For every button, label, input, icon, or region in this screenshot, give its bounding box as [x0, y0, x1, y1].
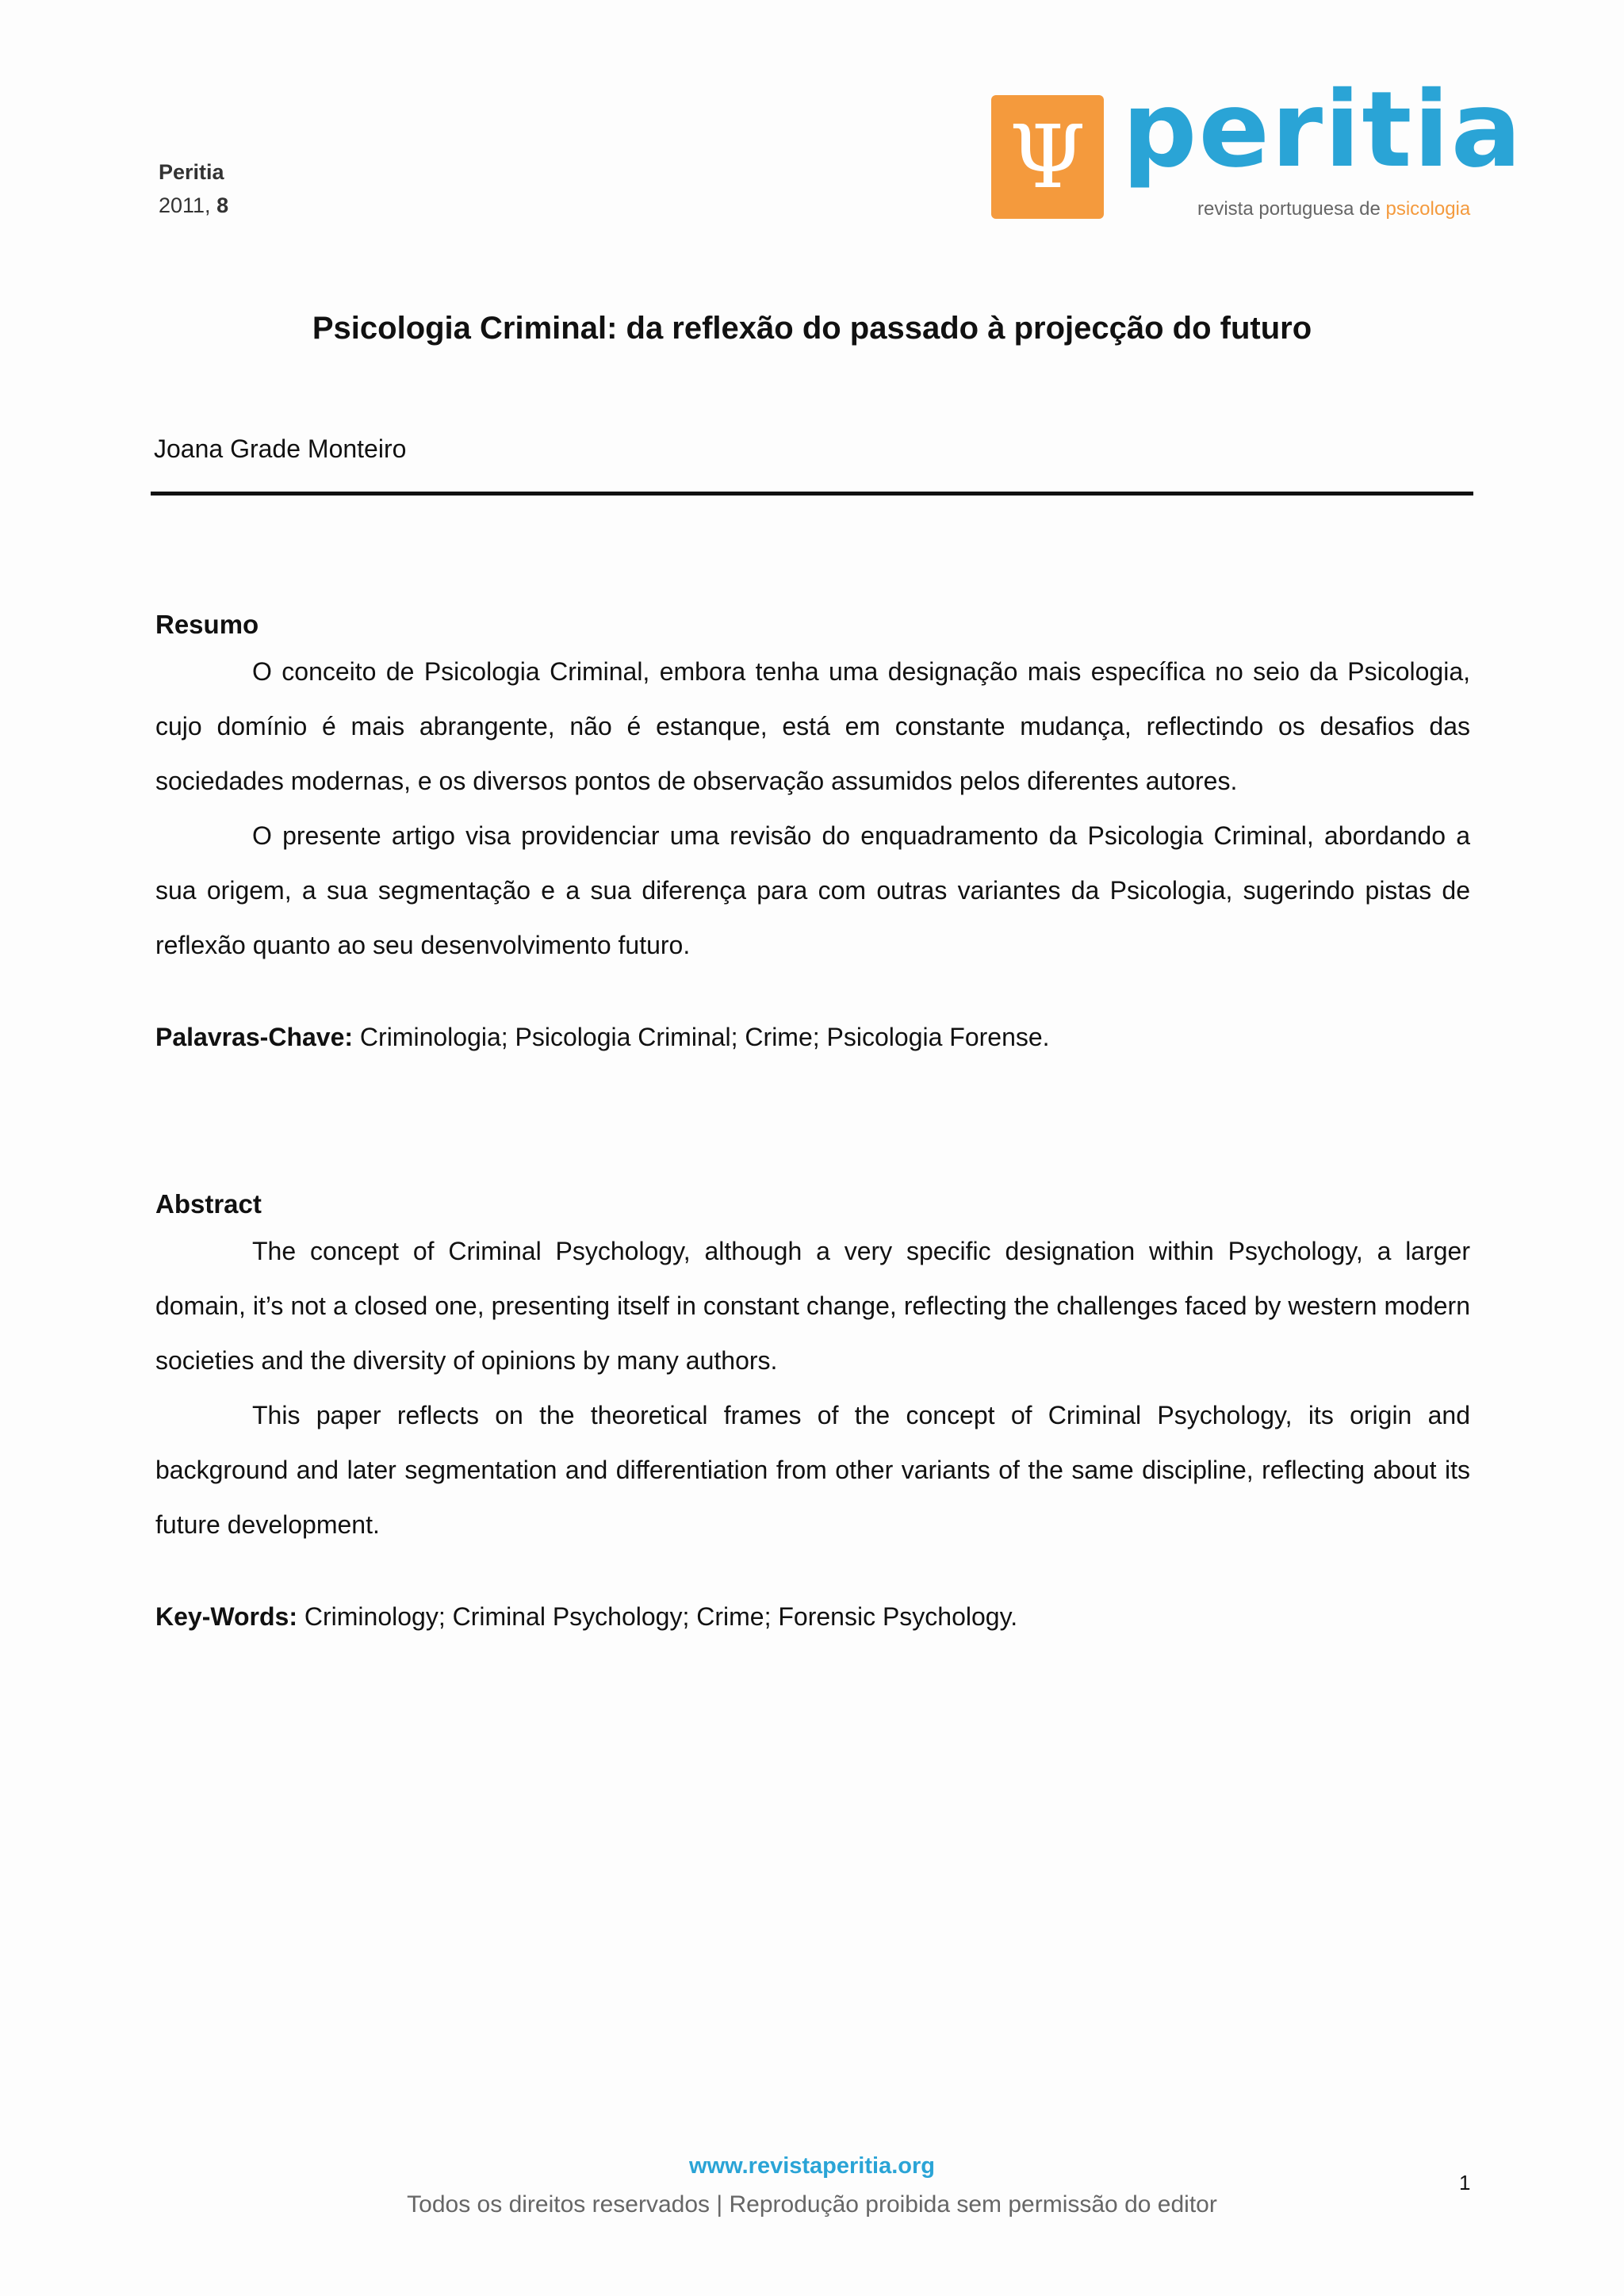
- article-author: Joana Grade Monteiro: [154, 434, 407, 463]
- logo-tagline: [1197, 198, 1470, 220]
- journal-name: Peritia: [159, 160, 224, 184]
- resumo-paragraph-2: O presente artigo visa providenciar uma revisão do enquadramento da Psicologia Criminal, abordando a sua origem, a sua segmentação e a sua diferença para com outras variantes da Psicologia, sugerindo pistas de reflexão quanto ao seu desenvolvimento futuro.: [155, 821, 1470, 959]
- logo-tagline-accent: psicologia: [1385, 198, 1471, 220]
- abstract-keywords-label: Key-Words:: [155, 1602, 297, 1631]
- journal-issue: [159, 189, 228, 222]
- page-number: 1: [1459, 2171, 1471, 2195]
- footer-website-link[interactable]: www.revistaperitia.org: [689, 2153, 935, 2179]
- article-title: Psicologia Criminal: da reflexão do passado à projecção do futuro: [312, 311, 1312, 346]
- resumo-keywords-label: Palavras-Chave:: [155, 1023, 354, 1051]
- abstract-paragraph-1: The concept of Criminal Psychology, although a very specific designation within Psychology, a larger domain, it’s not a closed one, presenting itself in constant change, reflecting the challenges faced by western modern societies and the diversity of opinions by many authors.: [155, 1237, 1470, 1375]
- abstract-paragraph-2: This paper reflects on the theoretical frames of the concept of Criminal Psychology, its origin and background and later segmentation and differentiation from other variants of the same discipline, reflecting about its future development.: [155, 1401, 1470, 1539]
- resumo-keywords: [155, 1023, 1050, 1052]
- logo-tagline-prefix: revista portuguesa de: [1197, 198, 1386, 220]
- abstract-keywords-text: Criminology; Criminal Psychology; Crime; Forensic Psychology.: [304, 1602, 1018, 1631]
- logo-wordmark: peritia: [1122, 69, 1523, 191]
- resumo-section: [155, 605, 1470, 973]
- resumo-paragraph-1: O conceito de Psicologia Criminal, embora tenha uma designação mais específica no seio da Psicologia, cujo domínio é mais abrangente, não é estanque, está em constante mudança, reflectindo os desafios das sociedades modernas, e os diversos pontos de observação assumidos pelos diferentes autores.: [155, 657, 1470, 795]
- journal-info: [159, 155, 228, 222]
- header-divider: [151, 492, 1473, 496]
- resumo-heading: Resumo: [155, 610, 259, 639]
- journal-year: 2011,: [159, 193, 217, 217]
- resumo-keywords-text: Criminologia; Psicologia Criminal; Crime; Psicologia Forense.: [359, 1023, 1050, 1051]
- footer-rights: Todos os direitos reservados | Reprodução proibida sem permissão do editor: [407, 2191, 1217, 2218]
- journal-volume: 8: [216, 193, 229, 217]
- abstract-heading: Abstract: [155, 1189, 262, 1219]
- abstract-section: [155, 1184, 1470, 1552]
- psi-icon: Ψ: [1009, 106, 1086, 208]
- peritia-logo: [991, 69, 1523, 230]
- abstract-keywords: [155, 1602, 1017, 1632]
- logo-psi-box: [991, 95, 1104, 219]
